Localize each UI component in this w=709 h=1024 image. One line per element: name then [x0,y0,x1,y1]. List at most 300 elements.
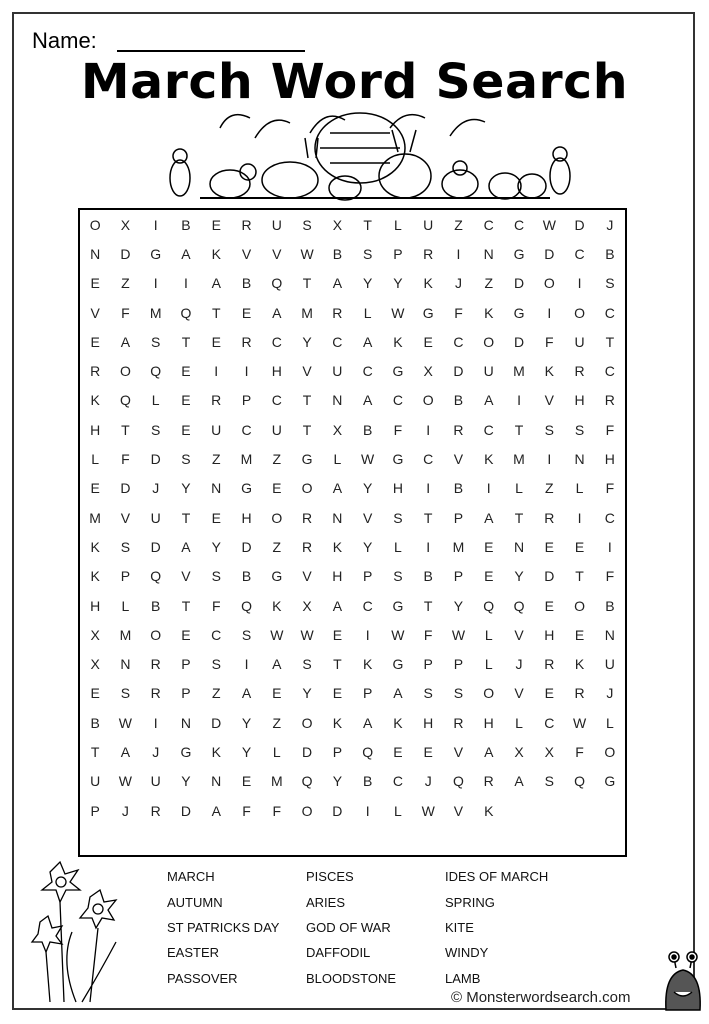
grid-letter[interactable]: F [454,304,463,321]
grid-letter[interactable]: G [422,304,434,321]
grid-letter[interactable]: O [301,480,313,497]
grid-letter[interactable]: K [393,714,403,731]
grid-letter[interactable]: J [454,275,462,292]
grid-letter[interactable]: L [575,480,584,497]
grid-letter[interactable]: L [394,802,402,819]
grid-letter[interactable]: V [362,509,373,526]
grid-letter[interactable]: A [393,685,403,702]
grid-letter[interactable]: V [453,451,464,468]
grid-letter[interactable]: Q [271,275,283,292]
grid-letter[interactable]: E [181,421,191,438]
grid-letter[interactable]: Y [514,568,524,585]
grid-letter[interactable]: S [302,656,312,673]
grid-letter[interactable]: N [211,480,222,497]
grid-letter[interactable]: E [574,626,585,643]
grid-letter[interactable]: L [484,626,493,643]
grid-letter[interactable]: H [423,714,434,731]
grid-letter[interactable]: Q [119,392,131,409]
grid-letter[interactable]: X [302,597,312,614]
grid-letter[interactable]: V [544,392,554,409]
grid-letter[interactable]: B [605,245,615,262]
grid-letter[interactable]: C [604,509,615,526]
grid-letter[interactable]: Z [545,480,554,497]
grid-letter[interactable]: C [362,363,373,380]
grid-letter[interactable]: M [89,509,101,526]
grid-letter[interactable]: L [484,656,493,673]
grid-letter[interactable]: T [302,392,312,409]
grid-letter[interactable]: Z [211,451,221,468]
grid-letter[interactable]: P [120,568,131,585]
grid-letter[interactable]: V [90,304,100,321]
grid-letter[interactable]: P [453,509,464,526]
grid-letter[interactable]: E [423,333,433,350]
grid-letter[interactable]: W [300,626,314,643]
grid-letter[interactable]: B [241,568,252,585]
grid-letter[interactable]: Z [484,275,494,292]
grid-letter[interactable]: M [301,304,313,321]
grid-letter[interactable]: D [544,245,555,262]
grid-letter[interactable]: C [604,304,615,321]
grid-letter[interactable]: R [150,656,161,673]
grid-letter[interactable]: L [394,538,402,555]
grid-letter[interactable]: X [90,656,100,673]
grid-letter[interactable]: P [393,245,403,262]
grid-letter[interactable]: C [604,363,615,380]
grid-letter[interactable]: N [604,626,615,643]
grid-letter[interactable]: T [423,509,433,526]
grid-letter[interactable]: E [544,597,554,614]
grid-letter[interactable]: L [91,451,100,468]
grid-letter[interactable]: O [150,626,162,643]
grid-letter[interactable]: V [514,626,524,643]
grid-letter[interactable]: S [120,538,131,555]
grid-letter[interactable]: I [214,363,219,380]
grid-letter[interactable]: U [332,363,343,380]
grid-letter[interactable]: Y [362,275,373,292]
grid-letter[interactable]: B [332,245,343,262]
grid-letter[interactable]: U [150,509,161,526]
grid-letter[interactable]: K [423,275,433,292]
grid-letter[interactable]: C [392,392,403,409]
grid-letter[interactable]: U [271,421,282,438]
grid-letter[interactable]: E [90,685,100,702]
grid-letter[interactable]: S [211,568,221,585]
grid-letter[interactable]: D [120,245,131,262]
grid-letter[interactable]: Y [211,538,221,555]
grid-letter[interactable]: O [119,363,131,380]
grid-letter[interactable]: V [181,568,191,585]
grid-letter[interactable]: K [332,538,343,555]
grid-letter[interactable]: P [181,685,191,702]
grid-letter[interactable]: M [270,773,283,790]
grid-letter[interactable]: T [181,597,191,614]
grid-letter[interactable]: N [483,245,494,262]
grid-letter[interactable]: G [180,743,192,760]
grid-letter[interactable]: S [151,333,161,350]
grid-letter[interactable]: G [392,363,404,380]
grid-letter[interactable]: J [424,773,432,790]
grid-letter[interactable]: A [332,275,343,292]
grid-letter[interactable]: Y [302,685,312,702]
grid-letter[interactable]: L [394,216,402,233]
grid-letter[interactable]: C [423,451,434,468]
grid-letter[interactable]: M [513,363,525,380]
grid-letter[interactable]: R [150,685,161,702]
grid-letter[interactable]: K [484,451,494,468]
grid-letter[interactable]: D [513,333,525,350]
grid-letter[interactable]: D [544,568,555,585]
grid-letter[interactable]: Y [393,275,403,292]
grid-letter[interactable]: F [121,451,130,468]
grid-letter[interactable]: Q [453,773,464,790]
grid-letter[interactable]: H [392,480,403,497]
grid-letter[interactable]: P [362,568,373,585]
grid-letter[interactable]: R [302,538,313,555]
grid-letter[interactable]: S [574,421,585,438]
grid-letter[interactable]: D [453,363,464,380]
grid-letter[interactable]: T [333,656,342,673]
grid-letter[interactable]: Q [180,304,192,321]
grid-letter[interactable]: Z [121,275,130,292]
grid-letter[interactable]: W [391,304,405,321]
grid-letter[interactable]: O [543,275,555,292]
grid-letter[interactable]: D [574,216,585,233]
grid-letter[interactable]: R [241,216,252,233]
grid-letter[interactable]: A [362,392,373,409]
grid-letter[interactable]: P [453,656,464,673]
grid-letter[interactable]: A [211,802,221,819]
grid-letter[interactable]: R [241,333,252,350]
grid-letter[interactable]: S [393,568,403,585]
grid-letter[interactable]: I [547,304,552,321]
grid-letter[interactable]: C [574,245,585,262]
grid-letter[interactable]: A [514,773,524,790]
grid-letter[interactable]: A [272,656,282,673]
grid-letter[interactable]: I [607,538,612,555]
grid-letter[interactable]: S [181,451,191,468]
grid-letter[interactable]: K [332,714,343,731]
grid-letter[interactable]: N [332,392,343,409]
grid-letter[interactable]: K [90,568,100,585]
grid-letter[interactable]: I [426,421,431,438]
grid-letter[interactable]: S [423,685,433,702]
grid-letter[interactable]: F [121,304,130,321]
grid-letter[interactable]: C [453,333,464,350]
grid-letter[interactable]: Y [362,480,373,497]
grid-letter[interactable]: G [241,480,252,497]
grid-letter[interactable]: W [391,626,405,643]
grid-letter[interactable]: O [483,685,495,702]
grid-letter[interactable]: T [302,421,312,438]
grid-letter[interactable]: D [241,538,252,555]
grid-letter[interactable]: U [423,216,434,233]
grid-letter[interactable]: K [574,656,585,673]
grid-letter[interactable]: E [211,509,221,526]
grid-letter[interactable]: W [572,714,587,731]
grid-letter[interactable]: E [90,480,100,497]
grid-letter[interactable]: K [90,538,100,555]
grid-letter[interactable]: W [361,451,375,468]
grid-letter[interactable]: U [271,216,282,233]
grid-letter[interactable]: E [181,363,191,380]
grid-letter[interactable]: S [393,509,403,526]
grid-letter[interactable]: O [574,597,586,614]
grid-letter[interactable]: T [302,275,312,292]
grid-letter[interactable]: Y [362,538,373,555]
grid-letter[interactable]: Y [332,773,343,790]
grid-letter[interactable]: X [332,421,343,438]
grid-letter[interactable]: I [153,714,158,731]
grid-letter[interactable]: E [423,743,433,760]
grid-letter[interactable]: Q [150,568,162,585]
grid-letter[interactable]: W [542,216,556,233]
grid-letter[interactable]: A [211,275,221,292]
grid-letter[interactable]: E [544,685,554,702]
grid-letter[interactable]: Y [241,743,252,760]
grid-letter[interactable]: G [150,245,162,262]
grid-letter[interactable]: U [574,333,585,350]
grid-letter[interactable]: E [241,304,252,321]
grid-letter[interactable]: I [184,275,188,292]
grid-letter[interactable]: V [272,245,282,262]
grid-letter[interactable]: I [153,275,158,292]
grid-letter[interactable]: J [152,480,160,497]
grid-letter[interactable]: N [120,656,131,673]
grid-letter[interactable]: M [119,626,132,643]
grid-letter[interactable]: H [90,597,101,614]
grid-letter[interactable]: K [362,656,373,673]
grid-letter[interactable]: J [606,216,614,233]
grid-letter[interactable]: S [302,216,312,233]
grid-letter[interactable]: O [301,714,313,731]
grid-letter[interactable]: B [181,216,191,233]
grid-letter[interactable]: A [362,333,373,350]
grid-letter[interactable]: L [151,392,160,409]
grid-letter[interactable]: H [544,626,555,643]
grid-letter[interactable]: Y [453,597,464,614]
grid-letter[interactable]: F [272,802,282,819]
grid-letter[interactable]: R [544,509,555,526]
grid-letter[interactable]: B [453,480,464,497]
grid-letter[interactable]: J [121,802,129,819]
grid-letter[interactable]: D [150,451,161,468]
grid-letter[interactable]: T [181,509,191,526]
grid-letter[interactable]: A [272,304,282,321]
grid-letter[interactable]: F [605,421,615,438]
grid-letter[interactable]: A [484,392,494,409]
grid-letter[interactable]: Z [211,685,221,702]
grid-letter[interactable]: N [513,538,525,555]
grid-letter[interactable]: H [241,509,252,526]
grid-letter[interactable]: D [513,275,525,292]
grid-letter[interactable]: L [333,451,342,468]
grid-letter[interactable]: D [150,538,161,555]
grid-letter[interactable]: G [301,451,313,468]
grid-letter[interactable]: K [211,743,221,760]
grid-letter[interactable]: W [270,626,284,643]
grid-letter[interactable]: T [121,421,130,438]
grid-letter[interactable]: S [544,421,554,438]
grid-letter[interactable]: R [332,304,343,321]
grid-letter[interactable]: W [118,773,133,790]
grid-letter[interactable]: P [332,743,343,760]
grid-letter[interactable]: O [574,304,586,321]
grid-letter[interactable]: I [153,216,158,233]
grid-letter[interactable]: N [332,509,343,526]
grid-letter[interactable]: T [363,216,372,233]
grid-letter[interactable]: L [515,714,523,731]
grid-letter[interactable]: Q [241,597,252,614]
grid-letter[interactable]: A [241,685,252,702]
grid-letter[interactable]: A [362,714,373,731]
grid-letter[interactable]: C [483,421,494,438]
grid-letter[interactable]: F [605,568,615,585]
grid-letter[interactable]: C [513,216,525,233]
grid-letter[interactable]: C [483,216,494,233]
grid-letter[interactable]: Y [181,480,191,497]
grid-letter[interactable]: R [453,714,464,731]
grid-letter[interactable]: R [604,392,615,409]
grid-letter[interactable]: G [513,245,525,262]
grid-letter[interactable]: V [302,568,312,585]
grid-letter[interactable]: L [121,597,130,614]
grid-letter[interactable]: F [423,626,433,643]
grid-letter[interactable]: V [241,245,252,262]
grid-letter[interactable]: D [211,714,222,731]
grid-letter[interactable]: C [211,626,222,643]
grid-letter[interactable]: A [120,743,131,760]
grid-letter[interactable]: E [484,538,494,555]
grid-letter[interactable]: C [271,333,282,350]
grid-letter[interactable]: G [271,568,283,585]
grid-letter[interactable]: O [604,743,616,760]
grid-letter[interactable]: A [332,597,343,614]
grid-letter[interactable]: O [483,333,495,350]
grid-letter[interactable]: P [90,802,100,819]
grid-letter[interactable]: H [271,363,282,380]
grid-letter[interactable]: G [392,656,404,673]
grid-letter[interactable]: E [90,275,100,292]
grid-letter[interactable]: T [211,304,221,321]
grid-letter[interactable]: S [211,656,221,673]
grid-letter[interactable]: E [393,743,403,760]
grid-letter[interactable]: A [484,743,494,760]
grid-letter[interactable]: I [426,538,431,555]
grid-letter[interactable]: Q [150,363,162,380]
grid-letter[interactable]: W [118,714,133,731]
grid-letter[interactable]: G [604,773,616,790]
grid-letter[interactable]: O [422,392,434,409]
grid-letter[interactable]: F [393,421,403,438]
grid-letter[interactable]: B [90,714,100,731]
grid-letter[interactable]: J [515,656,523,673]
grid-letter[interactable]: F [545,333,554,350]
grid-letter[interactable]: Z [272,538,282,555]
grid-letter[interactable]: K [393,333,403,350]
grid-letter[interactable]: M [240,451,253,468]
grid-letter[interactable]: E [272,685,282,702]
grid-letter[interactable]: R [150,802,161,819]
grid-letter[interactable]: M [513,451,525,468]
grid-letter[interactable]: V [120,509,131,526]
grid-letter[interactable]: I [365,802,370,819]
grid-letter[interactable]: S [362,245,373,262]
grid-letter[interactable]: E [332,626,343,643]
grid-letter[interactable]: D [332,802,343,819]
grid-letter[interactable]: H [574,392,585,409]
grid-letter[interactable]: X [332,216,343,233]
grid-letter[interactable]: W [300,245,314,262]
grid-letter[interactable]: H [332,568,343,585]
grid-letter[interactable]: K [544,363,554,380]
grid-letter[interactable]: X [544,743,554,760]
grid-letter[interactable]: E [90,333,100,350]
grid-letter[interactable]: L [605,714,614,731]
grid-letter[interactable]: J [152,743,160,760]
grid-letter[interactable]: E [272,480,282,497]
grid-letter[interactable]: E [181,392,191,409]
grid-letter[interactable]: R [211,392,222,409]
grid-letter[interactable]: D [302,743,313,760]
grid-letter[interactable]: T [514,421,524,438]
grid-letter[interactable]: X [514,743,524,760]
grid-letter[interactable]: Z [272,714,282,731]
grid-letter[interactable]: L [363,304,372,321]
grid-letter[interactable]: K [211,245,221,262]
grid-letter[interactable]: H [604,451,615,468]
grid-letter[interactable]: T [605,333,615,350]
grid-letter[interactable]: T [514,509,524,526]
grid-letter[interactable]: B [151,597,161,614]
grid-letter[interactable]: R [574,685,585,702]
grid-letter[interactable]: V [514,685,524,702]
grid-letter[interactable]: V [453,802,464,819]
grid-letter[interactable]: I [365,626,370,643]
grid-letter[interactable]: E [211,333,221,350]
grid-letter[interactable]: B [423,568,433,585]
grid-letter[interactable]: S [453,685,464,702]
grid-letter[interactable]: C [392,773,403,790]
grid-letter[interactable]: U [604,656,615,673]
grid-letter[interactable]: E [332,685,343,702]
grid-letter[interactable]: T [90,743,100,760]
grid-letter[interactable]: R [544,656,555,673]
grid-letter[interactable]: E [241,773,252,790]
grid-letter[interactable]: E [211,216,221,233]
grid-letter[interactable]: N [574,451,585,468]
grid-letter[interactable]: S [241,626,252,643]
grid-letter[interactable]: U [483,363,494,380]
grid-letter[interactable]: O [301,802,313,819]
grid-letter[interactable]: C [241,421,252,438]
grid-letter[interactable]: K [90,392,100,409]
grid-letter[interactable]: T [575,568,584,585]
grid-letter[interactable]: A [332,480,343,497]
grid-letter[interactable]: F [605,480,615,497]
grid-letter[interactable]: R [90,363,101,380]
grid-letter[interactable]: X [423,363,433,380]
grid-letter[interactable]: W [421,802,435,819]
grid-letter[interactable]: I [486,480,491,497]
grid-letter[interactable]: R [453,421,464,438]
grid-letter[interactable]: U [90,773,101,790]
grid-letter[interactable]: T [423,597,433,614]
grid-letter[interactable]: N [90,245,101,262]
grid-letter[interactable]: B [453,392,464,409]
grid-letter[interactable]: V [302,363,312,380]
grid-letter[interactable]: Q [301,773,313,790]
grid-letter[interactable]: H [90,421,101,438]
